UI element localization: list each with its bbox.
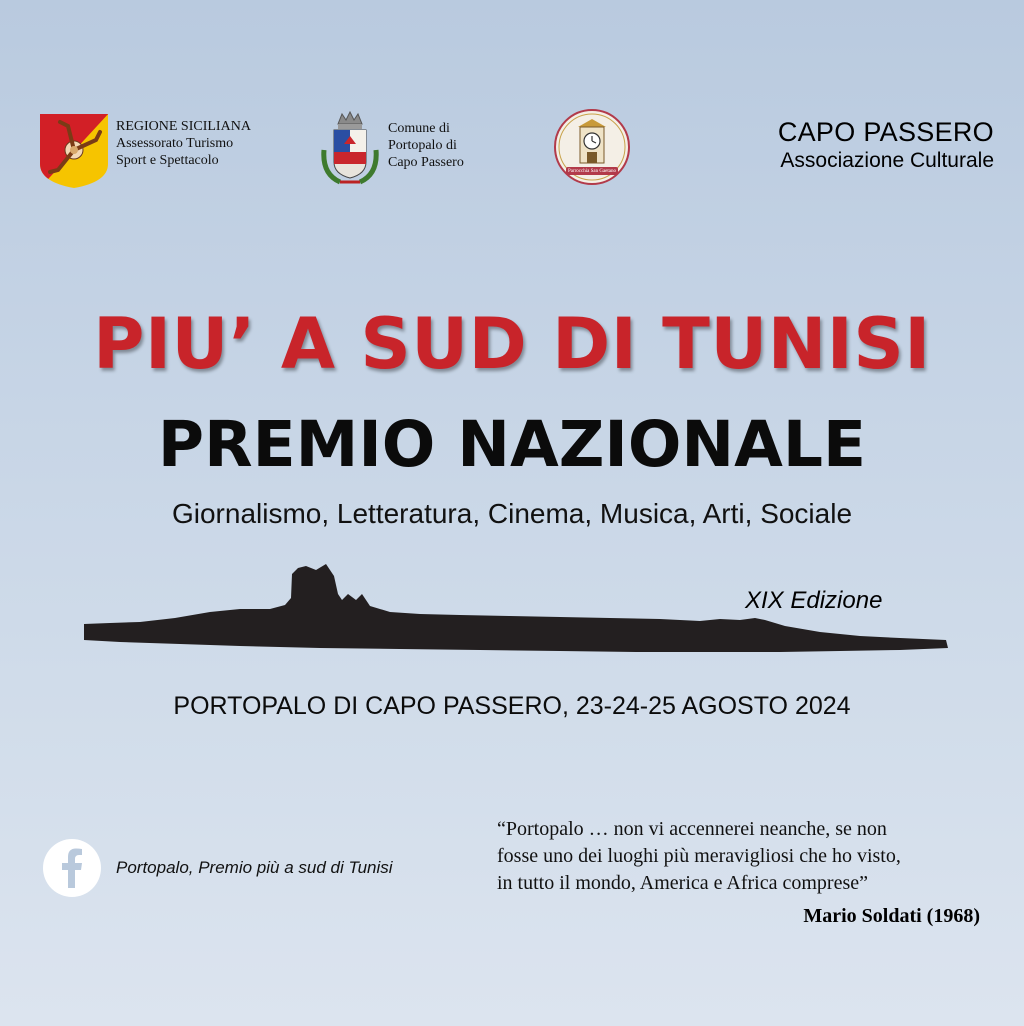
event-title: PIU’ A SUD DI TUNISI xyxy=(93,303,931,385)
award-categories: Giornalismo, Letteratura, Cinema, Musica, Arti, Sociale xyxy=(171,498,853,529)
regione-line-3: Sport e Spettacolo xyxy=(116,153,219,168)
quote-line-1: “Portopalo … non vi accennerei neanche, se non xyxy=(497,818,887,840)
regione-line-2: Assessorato Turismo xyxy=(116,136,234,151)
trinacria-shield-icon xyxy=(38,112,110,190)
church-clock-tower-icon xyxy=(552,107,632,189)
comune-line-3: Capo Passero xyxy=(388,155,464,170)
location-and-dates: PORTOPALO DI CAPO PASSERO, 23-24-25 AGOSTO 2024 xyxy=(173,692,851,720)
facebook-page-name[interactable]: Portopalo, Premio più a sud di Tunisi xyxy=(116,858,393,877)
association-name: CAPO PASSERO xyxy=(777,117,994,147)
parrocchia-seal xyxy=(552,107,632,194)
quote-line-3: in tutto il mondo, America e Africa comprese” xyxy=(497,872,868,894)
quote-line-2: fosse uno dei luoghi più meravigliosi che ho visto, xyxy=(497,845,901,867)
regione-siciliana-logo-block xyxy=(38,112,251,190)
comune-line-1: Comune di xyxy=(388,121,450,136)
comune-coat-of-arms-icon xyxy=(320,110,380,190)
edition-label: XIX Edizione xyxy=(745,587,883,614)
quote-author: Mario Soldati (1968) xyxy=(803,905,980,927)
association-type: Associazione Culturale xyxy=(780,149,994,172)
award-subtitle: PREMIO NAZIONALE xyxy=(157,408,867,481)
parrocchia-caption: Parrocchia San Gaetano xyxy=(567,169,617,174)
comune-line-2: Portopalo di xyxy=(388,138,457,153)
regione-line-1: REGIONE SICILIANA xyxy=(116,119,251,134)
association-title xyxy=(778,116,994,174)
comune-logo-block xyxy=(320,110,464,190)
comune-text xyxy=(388,120,464,171)
regione-text xyxy=(116,118,251,169)
quote-block xyxy=(497,816,901,897)
facebook-icon[interactable] xyxy=(42,838,102,898)
